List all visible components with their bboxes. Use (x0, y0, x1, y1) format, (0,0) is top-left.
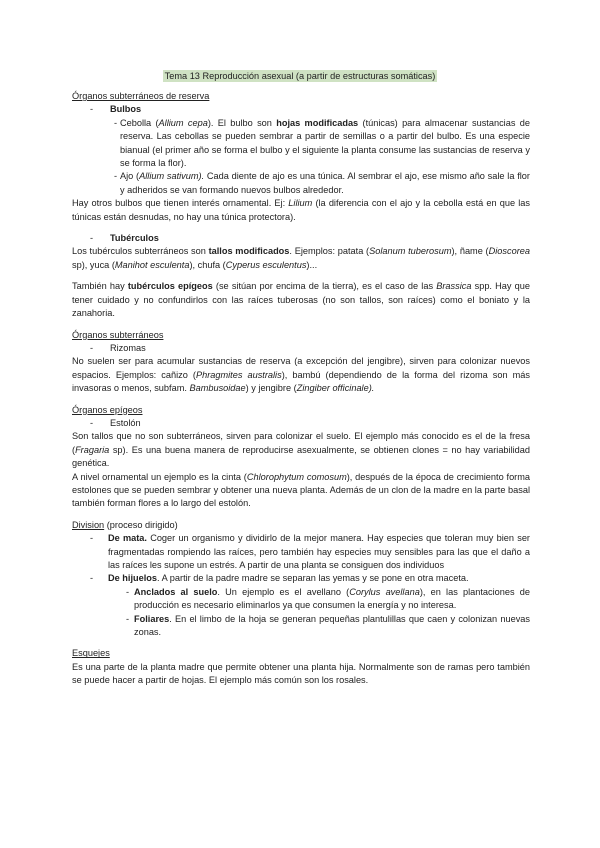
title-container (0, 70, 600, 83)
list-item-bulbos (72, 103, 530, 116)
page-title: Tema 13 Reproducción asexual (a partir de estructuras somáticas) (164, 71, 436, 81)
scientific-name: Corylus avellana (349, 586, 420, 597)
scientific-name: Bambusoidae (189, 383, 246, 394)
list-item-cebolla (72, 117, 530, 171)
scientific-name: Allium sativum). (139, 171, 205, 182)
text: spp. Hay que tener cuidado y no confundirlos con las raíces tuberosas (no son tallos, son raíces) como el boniato y la zanahoria. (72, 281, 530, 319)
section-heading-division-line (72, 519, 530, 532)
dash-bullet: - (114, 171, 118, 182)
document-body (72, 90, 530, 688)
bold-term: tallos modificados (208, 246, 290, 257)
scientific-name: Solanum tuberosum (369, 246, 452, 257)
text: Hay otros bulbos que tienen interés ornamental. Ej: (72, 198, 289, 209)
list-item-foliares (72, 613, 530, 640)
list-item-tuberculos (72, 232, 530, 245)
text: ), después de la época de crecimiento forma estolones que se pueden sembrar y obtener una nueva planta. Además de un clon de la madre en la parte basal también forman flores a lo largo del estolón. (72, 471, 530, 509)
list-item-de-hijuelos (72, 572, 530, 585)
paragraph-rizomas (72, 355, 530, 395)
text: ), bambú (dependiendo de la forma del rizoma son más invasoras o menos, subfam. (72, 369, 530, 394)
text: . Ejemplos: patata ( (289, 246, 370, 257)
list-item-estolon (72, 417, 530, 430)
list-item-ajo (72, 170, 530, 197)
scientific-name: Zingiber officinale). (296, 383, 375, 394)
scientific-name: Chlorophytum comosum (246, 471, 347, 482)
text: )... (306, 259, 318, 270)
subheading-rizomas: Rizomas (110, 342, 146, 353)
scientific-name: Brassica (436, 281, 472, 292)
scientific-name: Lilium (288, 198, 313, 209)
list-item-de-mata (72, 532, 530, 572)
bold-term: Foliares (134, 613, 170, 624)
scientific-name: Dioscorea (488, 246, 530, 257)
text: También hay (72, 281, 128, 292)
section-heading-subterraneos-reserva: Órganos subterráneos de reserva (72, 91, 210, 101)
subheading-estolon: Estolón (110, 417, 141, 428)
text: No suelen ser para acumular sustancias de reserva (a excepción del jengibre), sirven para colonizar nuevos espacios. Ejemplos: cañizo ( (72, 356, 530, 380)
scientific-name: Fragaria (75, 444, 110, 455)
paragraph-estolon-1 (72, 430, 530, 470)
scientific-name: Cyperus esculentus (225, 259, 307, 270)
text: (se sitúan por encima de la tierra), es el caso de las (212, 281, 437, 292)
bold-term: tubérculos epígeos (127, 281, 213, 292)
section-heading-epigeos: Órganos epígeos (72, 404, 143, 415)
paragraph-estolon-2 (72, 471, 530, 511)
list-item-rizomas (72, 342, 530, 355)
dash-bullet: - (90, 573, 94, 584)
bold-term: Anclados al suelo (134, 586, 218, 597)
paragraph-tuberculos-epigeos (72, 280, 530, 320)
paragraph-otros-bulbos (72, 197, 530, 224)
text: Son tallos que no son subterráneos, sirven para colonizar el suelo. El ejemplo más conocido es el de la fresa ( (72, 431, 530, 455)
text: sp). Es una buena manera de reproducirse asexualmente, se obtienen clones = no hay variabilidad genética. (72, 444, 530, 469)
text: ), en las plantaciones de producción es necesario eliminarlos ya que consumen la energía y no interesa. (134, 586, 530, 611)
list-item-anclados (72, 586, 530, 613)
section-heading-division: Division (72, 519, 105, 530)
dash-bullet: - (90, 417, 94, 428)
text: ) y jengibre ( (245, 383, 297, 394)
text: sp), yuca ( (72, 259, 115, 270)
section-heading-subterraneos: Órganos subterráneos (72, 329, 164, 340)
bold-term: De hijuelos (108, 573, 158, 584)
dash-bullet: - (90, 533, 94, 544)
dash-bullet: - (90, 104, 94, 115)
text: ). El bulbo son (207, 117, 277, 128)
dash-bullet: - (126, 613, 130, 624)
text: (la diferencia con el ajo y la cebolla está en que las túnicas están desnudas, no hay una túnica protectora). (72, 198, 531, 222)
dash-bullet: - (126, 586, 130, 597)
text: Coger un organismo y dividirlo de la mejor manera. Hay especies que toleran muy bien ser fragmentadas rompiendo las raíces, pero también hay especies muy sensibles para las que el daño a las raíces les supone un estrés. A partir de una planta se consiguen dos individuos (108, 533, 530, 570)
subheading-tuberculos: Tubérculos (110, 233, 159, 244)
text: ), ñame ( (451, 246, 489, 257)
section-heading-esquejes: Esquejes (72, 648, 110, 659)
text: A nivel ornamental un ejemplo es la cinta ( (72, 471, 247, 482)
paragraph-tuberculos (72, 245, 530, 272)
text: Cebolla ( (120, 117, 159, 128)
dash-bullet: - (90, 233, 94, 244)
scientific-name: Allium cepa (158, 117, 208, 128)
text: Ajo ( (120, 171, 140, 182)
subheading-bulbos: Bulbos (110, 104, 142, 115)
scientific-name: Phragmites australis (195, 369, 282, 380)
text: ), chufa ( (189, 259, 226, 270)
text: Los tubérculos subterráneos son (72, 246, 209, 257)
text: (túnicas) para almacenar sustancias de reserva. Las cebollas se pueden sembrar a partir de semillas o a partir del bulbo. Es una especie bianual (el primer año se forma el bulbo y el siguiente la planta consume las sustancias de reserva y se forma la flor). (120, 117, 530, 169)
text: . En el limbo de la hoja se generan pequeñas plantulillas que caen y colonizan nuevas zonas. (134, 613, 530, 638)
text: . Un ejemplo es el avellano ( (217, 586, 350, 597)
bold-term: hojas modificadas (276, 117, 359, 128)
text: . A partir de la padre madre se separan las yemas y se pone en otra maceta. (157, 573, 469, 584)
dash-bullet: - (114, 117, 118, 128)
dash-bullet: - (90, 342, 94, 353)
bold-term: De mata. (108, 533, 147, 544)
scientific-name: Manihot esculenta (114, 259, 190, 270)
heading-suffix: (proceso dirigido) (104, 519, 178, 530)
text: Cada diente de ajo es una túnica. Al sembrar el ajo, ese mismo año sale la flor y adheridos se van formando nuevos bulbos alrededor. (120, 171, 530, 195)
paragraph-esquejes: Es una parte de la planta madre que permite obtener una planta hija. Normalmente son de ramas pero también se puede hacer a partir de hojas. El ejemplo más común son los rosales. (72, 661, 530, 686)
